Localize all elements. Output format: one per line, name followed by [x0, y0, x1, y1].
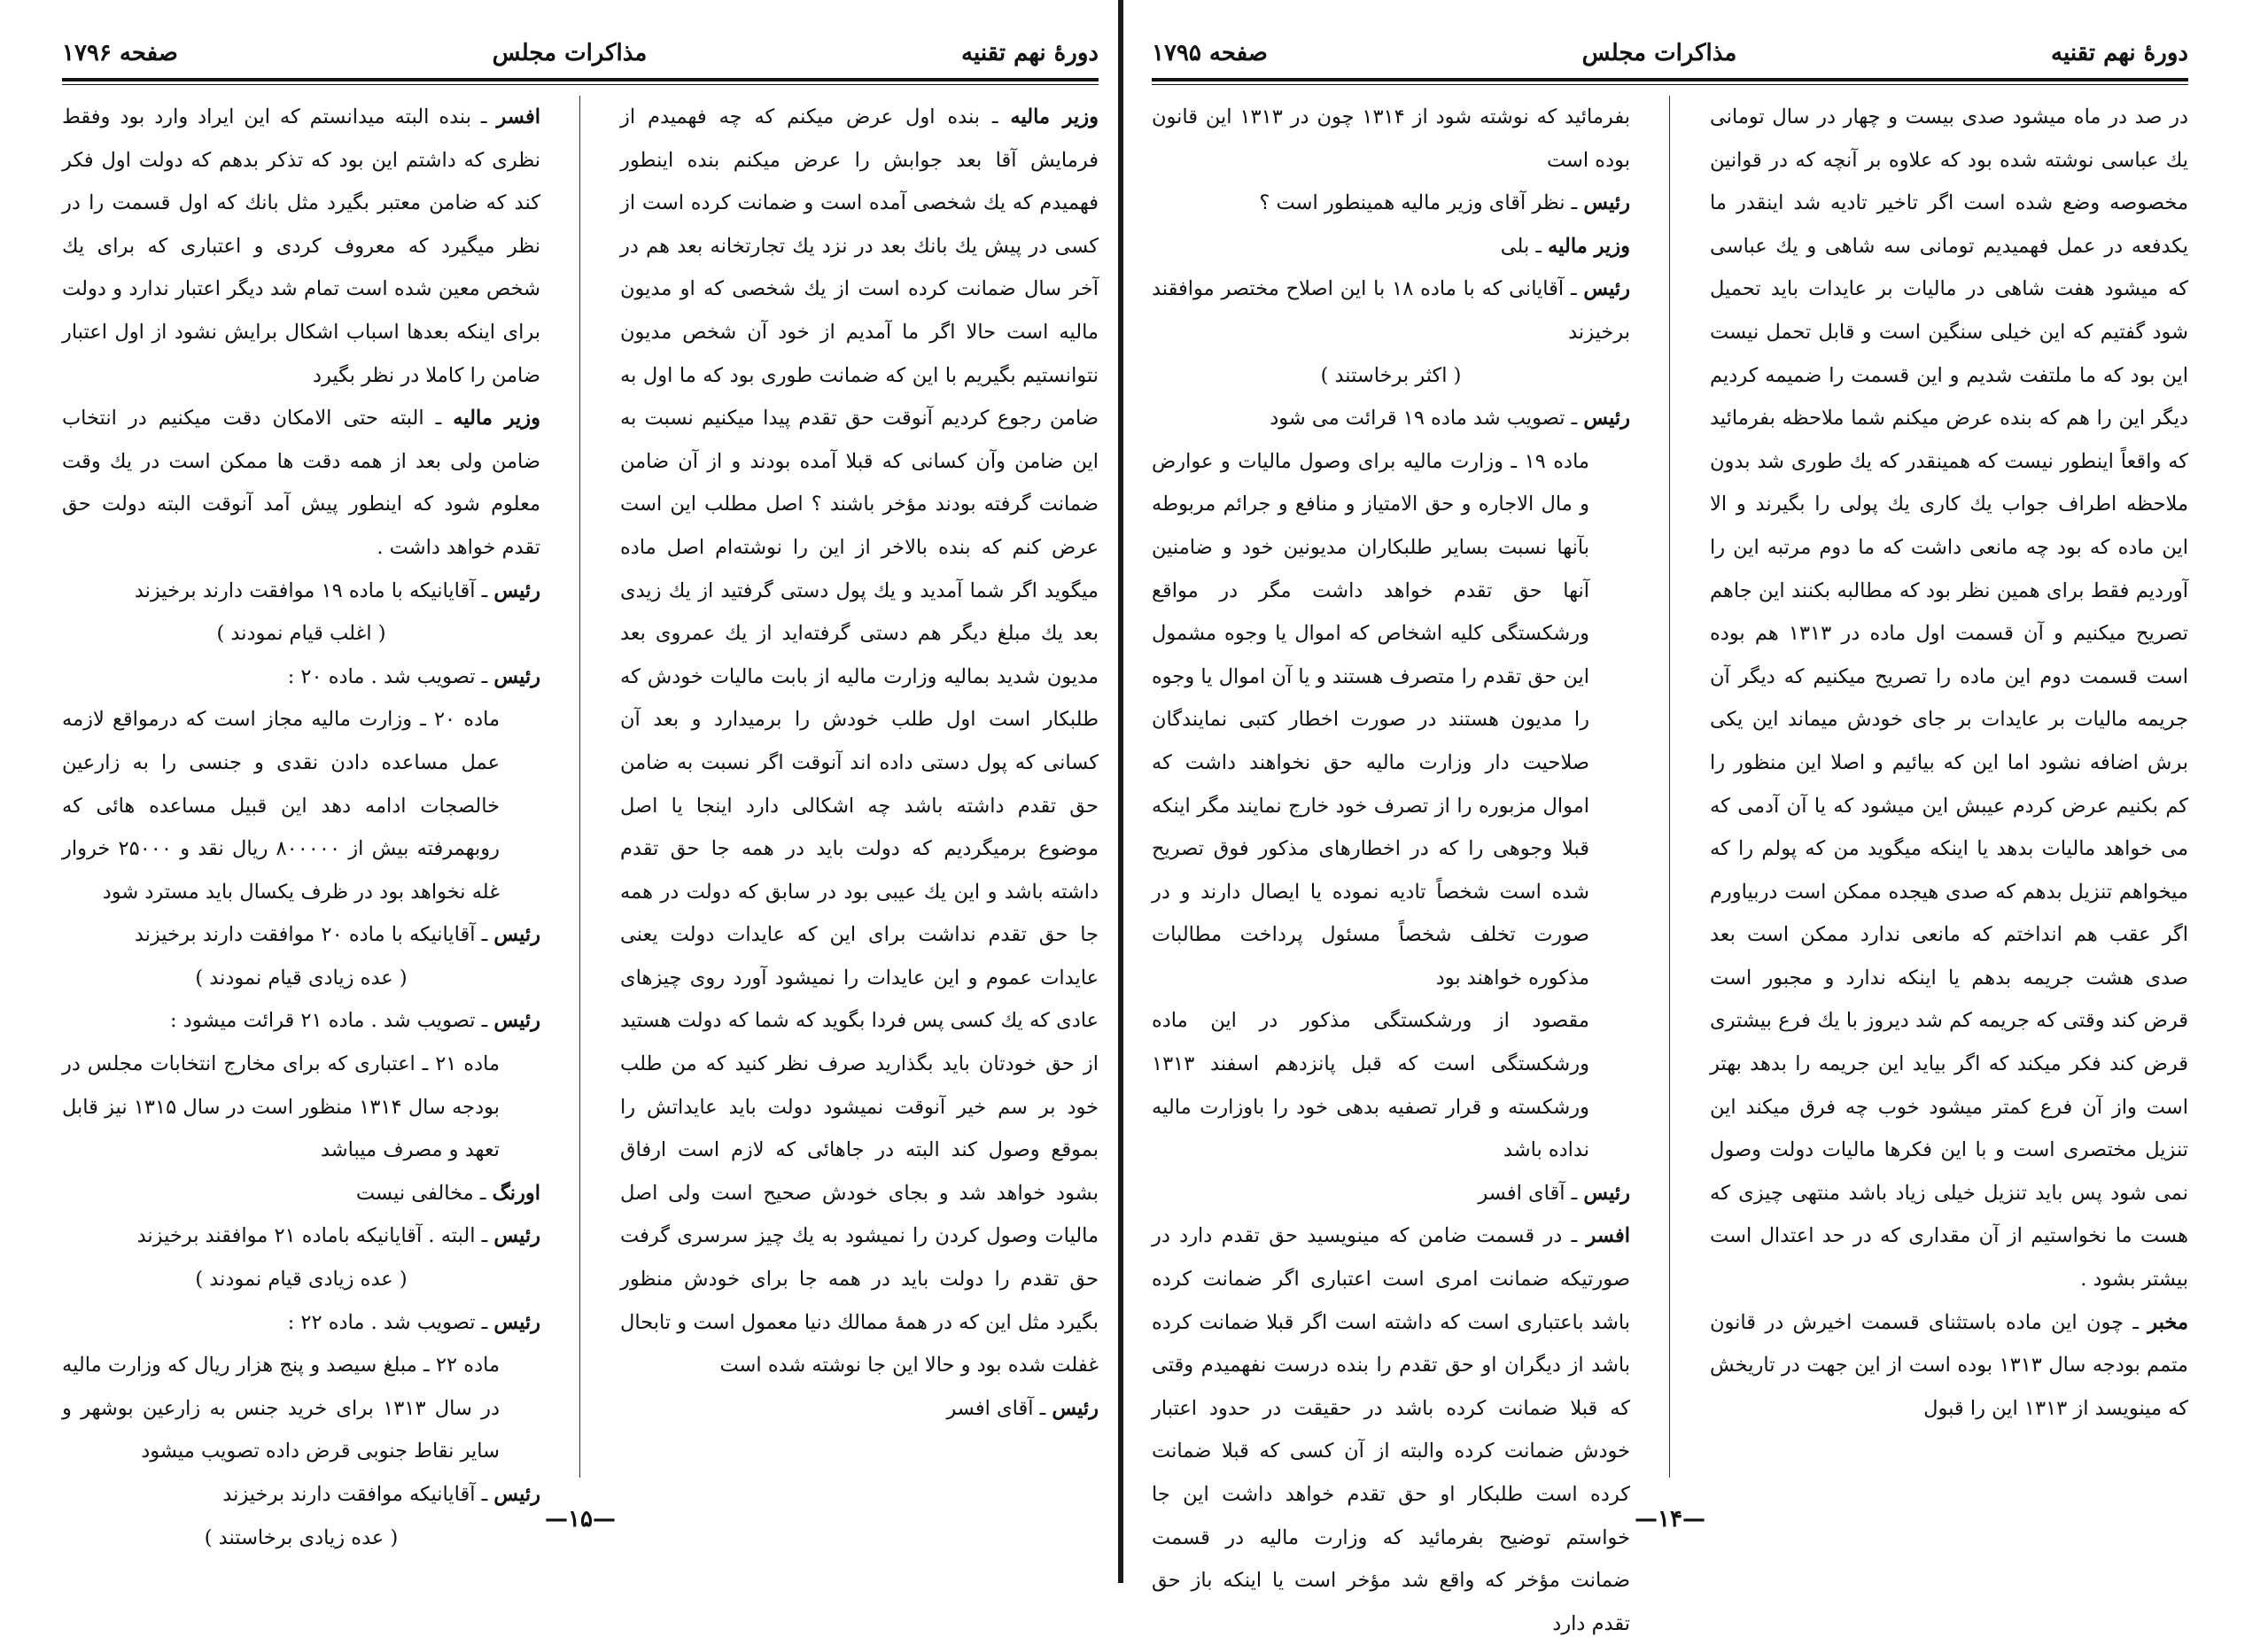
article-paragraph: [62, 698, 540, 913]
speaker-name: مخبر: [2148, 1310, 2188, 1334]
paragraph-text: ـ آقایانیکه با ماده ۱۹ موافقت دارند برخیزند: [134, 578, 494, 602]
left-page-header: [62, 35, 1099, 71]
speaker-name: رئیس: [493, 1224, 540, 1248]
paragraph-text: ( عده زیادی قیام نمودند ): [195, 1268, 408, 1292]
right-header-title: مذاکرات مجلس: [1581, 40, 1737, 66]
speaker-name: وزیر مالیه: [453, 407, 540, 431]
paragraph-text: ماده ۱۹ ـ وزارت مالیه برای وصول مالیات و عوارض و مال الاجاره و حق الامتیاز و منافع و جرائم مربوطه بآنها نسبت بسایر طلبکاران مدیونین خود و ضامنین آنها حق تقدم خواهد داشت مگر در مواقع ورشکستگی کلیه اشخاص که اموال یا وجوه مشمول این حق تقدم را متصرف هستند و یا آن اموال یا وجوه را مدیون هستند در صورت اخطار کتبی نمایندگان صلاحیت دار وزارت مالیه حق نخواهند داشت که اموال مزبوره را از تصرف خود خارج نمایند مگر اینکه قبلا وجوهی را که در اخطارهای مذکور فوق تصریح شده است شخصاً تادیه نموده یا ایصال دارند و در صورت تخلف شخصاً مسئول پرداخت مطالبات مذکوره خواهند بود: [1152, 449, 1589, 989]
paragraph-text: ـ چون این ماده باستثنای قسمت اخیرش در قانون متمم بودجه سال ۱۳۱۳ بوده است از این جهت در تاریخش که مینویسد از ۱۳۱۳ این را قبول: [1710, 1310, 2188, 1420]
left-header-rule: [62, 78, 1099, 81]
left-page-right-column: [620, 96, 1099, 1478]
right-header-rule: [1152, 78, 2188, 81]
paragraph-text: ( اغلب قیام نمودند ): [216, 622, 386, 646]
paragraph-text: ـ آقایانیکه با ماده ۲۰ موافقت دارند برخیزند: [134, 923, 494, 947]
left-header-page-number: صفحه ۱۷۹۶: [62, 40, 178, 66]
left-page-column-divider: [579, 96, 580, 1478]
paragraph-text: ـ البته حتی الامکان دقت میکنیم در انتخاب ضامن ولی بعد از همه دقت ها ممکن است در یك وقت معلوم شود که اینطور پیش آمد آنوقت البته دولت حق تقدم خواهد داشت .: [62, 407, 540, 559]
speech-paragraph: [620, 96, 1099, 1387]
speech-paragraph: [62, 1301, 540, 1345]
speech-paragraph: [62, 570, 540, 613]
right-page-header: [1152, 35, 2188, 71]
paragraph-text: مقصود از ورشکستگی مذکور در این ماده ورشکستگی است که قبل پانزدهم اسفند ۱۳۱۳ ورشکسته و قرار تصفیه بدهی خود را باوزارت مالیه نداده باشد: [1152, 1009, 1589, 1162]
paragraph-text: در صد در ماه میشود صدی بیست و چهار در سال تومانی یك عباسی نوشته شده بود که علاوه بر آنچه که در قوانین مخصوصه وضع شده است اگر تاخیر تادیه شد اینقدر ما یکدفعه در عمل فهمیدیم تومانی سه شاهی و یك عباسی که میشود هفت شاهی در مالیات بر عایدات باید تحمیل شود گفتیم که این خیلی سنگین است و قابل تحمل نیست این بود که ما ملتفت شدیم و این قسمت را ضمیمه کردیم دیگر این را هم که بنده عرض میکنم شما ملاحظه بفرمائید که واقعاً اینطور نیست که همینقدر که یك طوری شد بدون ملاحظه اطراف جواب یك کاری یك پولی را بگیرند و الا این ماده که بود چه مانعی داشت که ما دوم مرتبه این را آوردیم فقط برای همین نظر بود که مطالبه بکنند این جاهم تصریح میکنیم و آن قسمت اول ماده در ۱۳۱۳ هم بوده است قسمت دوم این ماده را تصریح میکنیم که دیگر آن جریمه مالیات بر عایدات بر جای خودش میماند این یکی برش اضافه نشود اما این که بیائیم و اصلا این منظور را کم بکنیم عرض کردم عیبش این میشود که یا آن آدمی که می خواهد مالیات بدهد یا اینکه میگوید من که پولم را که میخواهم تنزیل بدهم که صدی هیجده ممکن است دربیاورم اگر عقب هم انداختم که مانعی ندارد ممکن است بعد صدی هشت جریمه بدهم یا اینکه ندارد و مجبور است قرض کند وقتی که جریمه کم شد دیروز با یك فرع بیشتری قرض کند فکر میکند که اگر بیاید این جریمه را بدهد بهتر است واز آن فرع کمتر میشود خوب چه فرق میکند این تنزیل مختصری است و با این فکرها مالیات دولت وصول نمی شود پس باید تنزیل خیلی زیاد باشد منتهی چیزی که هست ما نخواستیم از آن مقداری که در حد اعتدال است بیشتر بشود .: [1710, 105, 2188, 1292]
speech-paragraph: [1152, 182, 1630, 225]
vote-result: [1152, 354, 1630, 398]
speech-paragraph: [62, 656, 540, 699]
left-header-period: دورهٔ نهم تقنیه: [961, 40, 1099, 66]
speaker-name: رئیس: [493, 664, 540, 688]
speaker-name: وزیر مالیه: [1548, 234, 1630, 258]
left-page-left-column: [62, 96, 540, 1549]
paragraph-text: ـ در قسمت ضامن که مینویسید حق تقدم دارد در صورتیکه ضمانت امری است اعتباری اگر ضمانت کرده باشد باعتباری است که داشته است اگر قبلا ضمانت کرده باشد از دیگران او حق تقدم را بنده درست نفهمیدم وقتی که قبلا ضمانت کرده باشد در حقیقت در حدود اعتبار خودش ضمانت کرده والبته از آن کسی که قبلا ضمانت کرده است طلبکار او حق تقدم خواهد داشت این جا خواستم توضیح بفرمائید که وزارت مالیه در قسمت ضمانت مؤخر که واقع شد مؤخر است یا اینکه باز حق تقدم دارد: [1152, 1224, 1630, 1635]
article-paragraph: [1152, 96, 1630, 182]
speaker-name: رئیس: [1583, 277, 1631, 301]
paragraph-text: ـ نظر آقای وزیر مالیه همینطور است ؟: [1259, 191, 1584, 215]
speech-paragraph: [62, 1214, 540, 1258]
article-paragraph: [1152, 440, 1630, 1000]
vote-result: [62, 612, 540, 656]
right-page-right-column: [1710, 96, 2188, 1478]
left-page: [62, 0, 1099, 1583]
vote-result: [62, 1258, 540, 1301]
left-page-folio: —۱۵—: [545, 1506, 616, 1532]
speaker-name: رئیس: [493, 1009, 540, 1033]
speech-paragraph: [1152, 225, 1630, 268]
paragraph-text: ـ آقای افسر: [946, 1396, 1052, 1420]
paragraph-text: ماده ۲۱ ـ اعتباری که برای مخارج انتخابات مجلس در بودجه سال ۱۳۱۴ منظور است در سال ۱۳۱۵ نیز قابل تعهد و مصرف میباشد: [62, 1052, 501, 1162]
paragraph-text: ـ تصویب شد ماده ۱۹ قرائت می شود: [1270, 407, 1584, 431]
vote-result: [62, 957, 540, 1000]
paragraph-text: ـ آقای افسر: [1478, 1181, 1584, 1205]
paragraph-text: ( اکثر برخاستند ): [1320, 363, 1462, 387]
right-header-rule-thin: [1152, 84, 2188, 85]
speaker-name: رئیس: [1583, 1181, 1630, 1205]
speaker-name: رئیس: [493, 1483, 540, 1506]
left-header-rule-thin: [62, 84, 1099, 85]
paragraph-text: ـ البته . آقایانیکه باماده ۲۱ موافقند برخیزند: [136, 1224, 494, 1248]
paragraph-text: ( عده زیادی برخاستند ): [204, 1525, 399, 1549]
speech-paragraph: [1152, 1214, 1630, 1645]
paragraph-text: ـ مخالفی نیست: [355, 1181, 493, 1205]
article-paragraph: [62, 1344, 540, 1473]
speaker-name: رئیس: [493, 578, 540, 602]
speech-paragraph: [62, 96, 540, 397]
paragraph-text: ( عده زیادی قیام نمودند ): [195, 966, 408, 989]
paragraph-text: ـ بلی: [1500, 234, 1549, 258]
speech-paragraph: [62, 1172, 540, 1215]
speech-paragraph: [1152, 397, 1630, 440]
paragraph-text: ماده ۲۲ ـ مبلغ سیصد و پنج هزار ریال که وزارت مالیه در سال ۱۳۱۳ برای خرید جنس به زارعین بوشهر و سایر نقاط جنوبی قرض داده تصویب میشود: [62, 1354, 500, 1463]
speaker-name: رئیس: [1583, 407, 1630, 431]
speech-paragraph: [62, 397, 540, 569]
right-page-folio: —۱۴—: [1635, 1506, 1705, 1532]
speaker-name: رئیس: [493, 1310, 540, 1334]
right-page: [1152, 0, 2188, 1635]
right-header-page-number: صفحه ۱۷۹۵: [1152, 40, 1268, 66]
paragraph-text: ماده ۲۰ ـ وزارت مالیه مجاز است که درمواقع لازمه عمل مساعده دادن نقدی و جنسی را به زارعین خالصجات ادامه دهد این قبیل مساعده هائی که روبهمرفته بیش از ۸۰۰۰۰۰ ریال نقد و ۲۵۰۰۰ خروار غله نخواهد بود در ظرف یکسال باید مسترد شود: [62, 708, 500, 904]
speaker-name: افسر: [496, 105, 540, 128]
article-paragraph: [1152, 999, 1630, 1171]
speaker-name: اورنگ: [492, 1181, 540, 1205]
paragraph-text: ـ تصویب شد . ماده ۲۱ قرائت میشود :: [170, 1009, 494, 1033]
left-header-title: مذاکرات مجلس: [492, 40, 648, 66]
speaker-name: رئیس: [1583, 191, 1630, 215]
speaker-name: رئیس: [1052, 1396, 1099, 1420]
speech-paragraph: [1710, 1301, 2188, 1431]
speech-paragraph: [620, 1387, 1099, 1431]
right-page-left-column: [1152, 96, 1631, 1635]
paragraph-text: ـ آقایانی که با ماده ۱۸ با این اصلاح مختصر موافقند برخیزند: [1152, 277, 1630, 344]
right-page-column-divider: [1669, 96, 1670, 1478]
paragraph-text: ـ آقایانیکه موافقت دارند برخیزند: [222, 1483, 494, 1506]
speaker-name: رئیس: [493, 923, 540, 947]
paragraph-text: ـ تصویب شد . ماده ۲۲ :: [287, 1310, 494, 1334]
speech-paragraph: [62, 913, 540, 957]
speech-paragraph: [1152, 1172, 1630, 1215]
speaker-name: وزیر مالیه: [1010, 105, 1099, 128]
book-spine: [1118, 0, 1123, 1583]
paragraph-text: ـ بنده اول عرض میکنم که چه فهمیدم از فرمایش آقا بعد جوابش را عرض میکنم بنده اینطور فهمیدم که یك شخصی آمده است و ضمانت کرده است از کسی در پیش یك بانك بعد در نزد یك تجارتخانه بعد هم در آخر سال ضمانت کرده است از یك شخصی که او مدیون مالیه است حالا اگر ما آمدیم از خود آن شخص مدیون نتوانستیم بگیریم با این که ضمانت طوری بود که ما اول به ضامن رجوع کردیم آنوقت حق تقدم پیدا میکنیم نسبت به این ضامن وآن کسانی که قبلا آمده بودند و از آن ضامن ضمانت گرفته بودند مؤخر باشند ؟ اصل مطلب این است عرض کنم که بنده بالاخر از این را نوشته‌ام اصل ماده میگوید اگر شما آمدید و یك پول دستی گرفتید از یك زیدی بعد یك مبلغ دیگر هم دستی گرفته‌اید از یك عمروی بعد مدیون شدید بمالیه وزارت مالیه از بابت مالیات خودش که طلبکار است اول طلب خودش را برمیدارد و بعد آن کسانی که پول دستی داده اند آنوقت اگر نسبت به ضامن حق تقدم داشته باشد چه اشکالی دارد اینجا یا اصل موضوع برمیگردیم که دولت باید در همه جا حق تقدم داشته باشد و این یك عیبی بود در سابق که دولت در همه جا حق تقدم نداشت برای این که عایدات دولت یعنی عایدات عموم و این عایدات را نمیشود آورد روی چیزهای عادی که یك کسی پس فردا بگوید که شما که دولت هستید از حق خودتان باید بگذارید صرف نظر کنید که من طلب خود بر سم خیر آنوقت نمیشود دولت باید عایداتش را بموقع وصول کند البته در جاهائی که لازم است ارفاق بشود خواهد شد و بجای خودش صحیح است ولی اصل مالیات وصول کردن را نمیشود به یك چیز سرسری گرفت حق تقدم را دولت باید در همه جا برای خودش منظور بگیرد مثل این که در همهٔ ممالك دنیا معمول است و تابحال غفلت شده بود و حالا این جا نوشته شده است: [620, 105, 1099, 1377]
speech-paragraph: [62, 999, 540, 1043]
article-paragraph: [62, 1043, 540, 1172]
right-header-period: دورهٔ نهم تقنیه: [2051, 40, 2188, 66]
speaker-name: افسر: [1586, 1224, 1630, 1248]
paragraph-text: بفرمائید که نوشته شود از ۱۳۱۴ چون در ۱۳۱۳ این قانون بوده است: [1152, 105, 1630, 172]
paragraph-text: ـ بنده البته میدانستم که این ایراد وارد بود وفقط نظری که داشتم این بود که تذکر بدهم که دولت اول فکر کند که ضامن معتبر بگیرد مثل بانك که اول قسمت را در نظر میگیرد که معروف کردی و اعتباری که برای یك شخص معین شده است تمام شد دیگر اعتبار ندارد و دولت برای اینکه بعدها اسباب اشکال برایش نشود از اول اعتبار ضامن را کاملا در نظر بگیرد: [62, 105, 540, 387]
speech-paragraph: [1152, 268, 1630, 353]
paragraph-text: ـ تصویب شد . ماده ۲۰ :: [287, 664, 494, 688]
article-paragraph: [1710, 96, 2188, 1301]
